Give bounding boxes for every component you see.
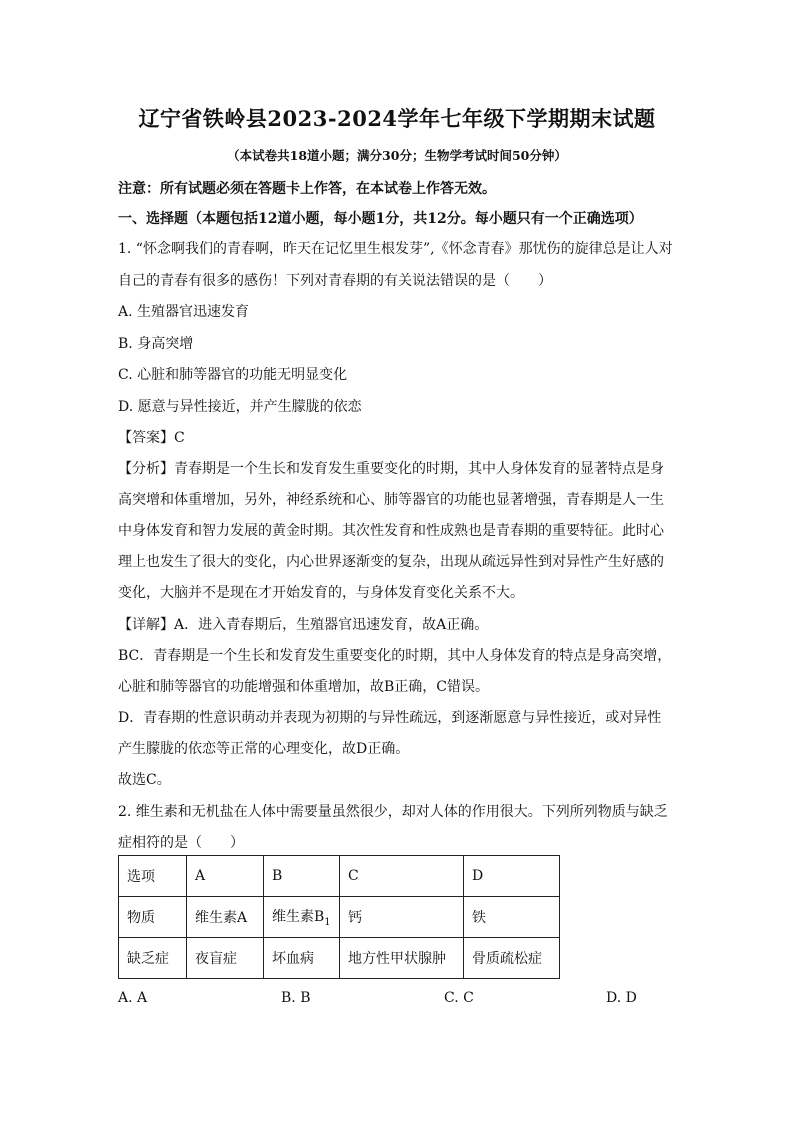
vitamin-b-label: 维生素B bbox=[272, 909, 325, 926]
table-cell: B bbox=[264, 856, 340, 897]
q1-option-d: D. 愿意与异性接近，并产生朦胧的依恋 bbox=[118, 399, 362, 415]
q2-choice-d: D. D bbox=[606, 990, 637, 1006]
q1-analysis-line: 高突增和体重增加，另外，神经系统和心、肺等器官的功能也显著增强，青春期是人一生 bbox=[118, 492, 664, 508]
table-cell: 地方性甲状腺肿 bbox=[340, 938, 464, 979]
table-row bbox=[119, 897, 560, 938]
q1-analysis-line: 中身体发育和智力发展的黄金时期。其次性发育和性成熟也是青春期的重要特征。此时心 bbox=[118, 523, 664, 539]
q1-detail-line: 产生朦胧的依恋等正常的心理变化，故D正确。 bbox=[118, 741, 410, 757]
q1-stem-line-2: 自己的青春有很多的感伤！下列对青春期的有关说法错误的是（ ） bbox=[118, 273, 552, 289]
table-cell: 骨质疏松症 bbox=[464, 938, 560, 979]
q1-stem-line-1: 1. “怀念啊我们的青春啊，昨天在记忆里生根发芽”,《怀念青春》那忧伤的旋律总是让人对 bbox=[118, 241, 673, 257]
q2-choice-a: A. A bbox=[118, 990, 148, 1006]
table-cell: A bbox=[187, 856, 264, 897]
table-cell: 铁 bbox=[464, 897, 560, 938]
q1-detail-line: D．青春期的性意识萌动并表现为初期的与异性疏远，到逐渐愿意与异性接近，或对异性 bbox=[118, 710, 662, 726]
q1-option-a: A. 生殖器官迅速发育 bbox=[118, 304, 250, 320]
q1-option-b: B. 身高突增 bbox=[118, 336, 194, 352]
section-heading: 一、选择题（本题包括12道小题，每小题1分，共12分。每小题只有一个正确选项） bbox=[118, 211, 643, 227]
table-row bbox=[119, 856, 560, 897]
q1-analysis-line: 【分析】青春期是一个生长和发育发生重要变化的时期，其中人身体发育的显著特点是身 bbox=[118, 461, 664, 477]
notice: 注意：所有试题必须在答题卡上作答，在本试卷上作答无效。 bbox=[118, 181, 496, 197]
table-cell: 夜盲症 bbox=[187, 938, 264, 979]
q1-conclusion: 故选C。 bbox=[118, 772, 171, 788]
table-cell: D bbox=[464, 856, 560, 897]
q1-analysis-line: 理上也发生了很大的变化，内心世界逐渐变的复杂，出现从疏远异性到对异性产生好感的 bbox=[118, 554, 664, 570]
table-cell: 物质 bbox=[119, 897, 187, 938]
table-row bbox=[119, 938, 560, 979]
exam-info: （本试卷共18道小题；满分30分；生物学考试时间50分钟） bbox=[227, 148, 567, 163]
q1-detail-line: BC．青春期是一个生长和发育发生重要变化的时期，其中人身体发育的特点是身高突增， bbox=[118, 648, 672, 664]
table-cell: 坏血病 bbox=[264, 938, 340, 979]
q2-choice-c: C. C bbox=[444, 990, 474, 1006]
q2-stem-line-1: 2. 维生素和无机盐在人体中需要量虽然很少，却对人体的作用很大。下列所列物质与缺乏 bbox=[118, 804, 668, 820]
page-title: 辽宁省铁岭县2023-2024学年七年级下学期期末试题 bbox=[138, 106, 656, 131]
q1-detail-line: 心脏和肺等器官的功能增强和体重增加，故B正确，C错误。 bbox=[118, 679, 489, 695]
table-cell bbox=[264, 897, 340, 938]
q1-analysis-line: 变化，大脑并不是现在才开始发育的，与身体发育变化关系不大。 bbox=[118, 585, 524, 601]
q1-option-c: C. 心脏和肺等器官的功能无明显变化 bbox=[118, 367, 348, 383]
table-cell: 钙 bbox=[340, 897, 464, 938]
q1-detail-line: 【详解】A．进入青春期后，生殖器官迅速发育，故A正确。 bbox=[118, 617, 489, 633]
q2-table bbox=[118, 855, 560, 979]
table-cell: C bbox=[340, 856, 464, 897]
table-cell: 维生素A bbox=[187, 897, 264, 938]
vitamin-b-subscript: 1 bbox=[324, 916, 331, 928]
table-cell: 选项 bbox=[119, 856, 187, 897]
q1-answer: 【答案】C bbox=[118, 430, 185, 446]
q2-choice-b: B. B bbox=[281, 990, 311, 1006]
q2-stem-line-2: 症相符的是（ ） bbox=[118, 835, 244, 851]
table-cell: 缺乏症 bbox=[119, 938, 187, 979]
